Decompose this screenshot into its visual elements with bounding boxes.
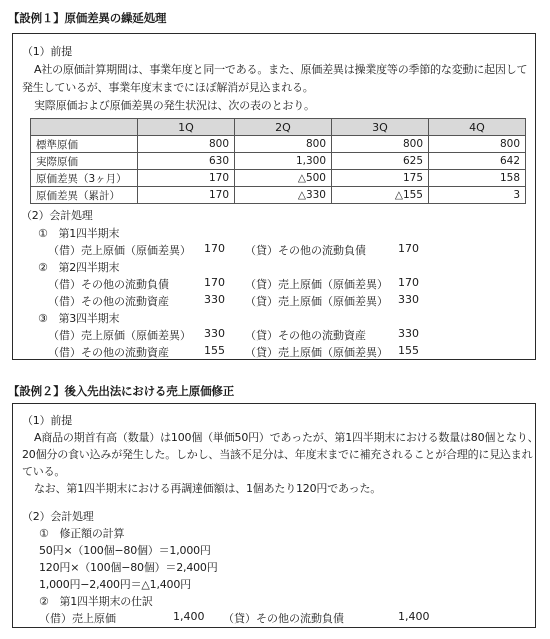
table-cell: 800: [332, 136, 429, 153]
example1-title: 【設例１】原価差異の繰延処理: [8, 11, 167, 25]
row-label: 原価差異（累計）: [31, 187, 138, 204]
credit-account: （貸）その他の流動負債: [245, 244, 366, 257]
ex1-premise-line: A社の原価計算期間は、事業年度と同一である。また、原価差異は操業度等の季節的な変動に起因して: [34, 63, 528, 76]
table-header-cell: 4Q: [429, 119, 526, 136]
credit-account: （貸）売上原価（原価差異）: [245, 346, 388, 359]
debit-account: （借）売上原価: [39, 612, 116, 625]
row-label: 実際原価: [31, 153, 138, 170]
calc-line: 120円×（100個−80個）＝2,400円: [39, 561, 218, 574]
credit-amount: 170: [398, 242, 419, 255]
table-cell: △155: [332, 187, 429, 204]
table-cell: △330: [235, 187, 332, 204]
example2-box: [12, 403, 539, 628]
entry-heading: ② 第1四半期末の仕訳: [39, 595, 153, 608]
credit-amount: 1,400: [398, 610, 430, 623]
table-header-cell: 1Q: [138, 119, 235, 136]
table-cell: 642: [429, 153, 526, 170]
debit-account: （借）その他の流動資産: [48, 295, 169, 308]
ex2-premise-line: 20個分の食い込みが発生した。しかし、当該不足分は、年度末までに補充されることが合理的に見込まれ: [22, 448, 533, 461]
credit-account: （貸）売上原価（原価差異）: [245, 295, 388, 308]
debit-account: （借）その他の流動資産: [48, 346, 169, 359]
quarter1-heading: ① 第1四半期末: [38, 227, 120, 240]
credit-account: （貸）その他の流動資産: [245, 329, 366, 342]
ex2-premise-line: A商品の期首有高（数量）は100個（単価50円）であったが、第1四半期末における数量は80個となり、: [34, 431, 539, 444]
row-label: 原価差異（3ヶ月）: [31, 170, 138, 187]
ex1-premise-line: 実際原価および原価差異の発生状況は、次の表のとおり。: [34, 99, 315, 112]
debit-amount: 1,400: [173, 610, 205, 623]
table-cell: 800: [429, 136, 526, 153]
calc-line: 50円×（100個−80個）＝1,000円: [39, 544, 211, 557]
table-cell: 800: [235, 136, 332, 153]
quarter2-heading: ② 第2四半期末: [38, 261, 120, 274]
debit-account: （借）その他の流動負債: [48, 278, 169, 291]
credit-amount: 155: [398, 344, 419, 357]
ex2-accounting-heading: （2）会計処理: [22, 510, 94, 523]
table-cell: 170: [138, 170, 235, 187]
table-row: [31, 136, 526, 153]
debit-amount: 330: [204, 327, 225, 340]
ex1-premise-heading: （1）前提: [22, 45, 72, 58]
example2-title: 【設例２】後入先出法における売上原価修正: [8, 384, 234, 398]
table-row: [31, 153, 526, 170]
table-header-row: [31, 119, 526, 136]
table-cell: 170: [138, 187, 235, 204]
table-cell: 800: [138, 136, 235, 153]
credit-amount: 170: [398, 276, 419, 289]
table-row: [31, 187, 526, 204]
debit-account: （借）売上原価（原価差異）: [48, 329, 191, 342]
credit-amount: 330: [398, 327, 419, 340]
table-header-cell: [31, 119, 138, 136]
table-cell: 1,300: [235, 153, 332, 170]
row-label: 標準原価: [31, 136, 138, 153]
credit-account: （貸）その他の流動負債: [223, 612, 344, 625]
ex1-premise-line: 発生しているが、事業年度末までにほぼ解消が見込まれる。: [22, 81, 314, 94]
credit-amount: 330: [398, 293, 419, 306]
ex2-premise-line: なお、第1四半期末における再調達価額は、1個あたり120円であった。: [34, 482, 382, 495]
debit-account: （借）売上原価（原価差異）: [48, 244, 191, 257]
ex2-premise-line: ている。: [22, 465, 66, 478]
credit-account: （貸）売上原価（原価差異）: [245, 278, 388, 291]
table-cell: 630: [138, 153, 235, 170]
debit-amount: 155: [204, 344, 225, 357]
table-header-cell: 2Q: [235, 119, 332, 136]
table-cell: 175: [332, 170, 429, 187]
table-cell: 158: [429, 170, 526, 187]
ex1-accounting-heading: （2）会計処理: [21, 209, 93, 222]
table-cell: 625: [332, 153, 429, 170]
calc-line: 1,000円−2,400円＝△1,400円: [39, 578, 191, 591]
table-cell: 3: [429, 187, 526, 204]
debit-amount: 330: [204, 293, 225, 306]
cost-variance-table: [30, 118, 526, 204]
quarter3-heading: ③ 第3四半期末: [38, 312, 120, 325]
table-cell: △500: [235, 170, 332, 187]
debit-amount: 170: [204, 276, 225, 289]
table-row: [31, 170, 526, 187]
ex2-premise-heading: （1）前提: [22, 414, 72, 427]
calc-heading: ① 修正額の計算: [39, 527, 125, 540]
table-header-cell: 3Q: [332, 119, 429, 136]
debit-amount: 170: [204, 242, 225, 255]
